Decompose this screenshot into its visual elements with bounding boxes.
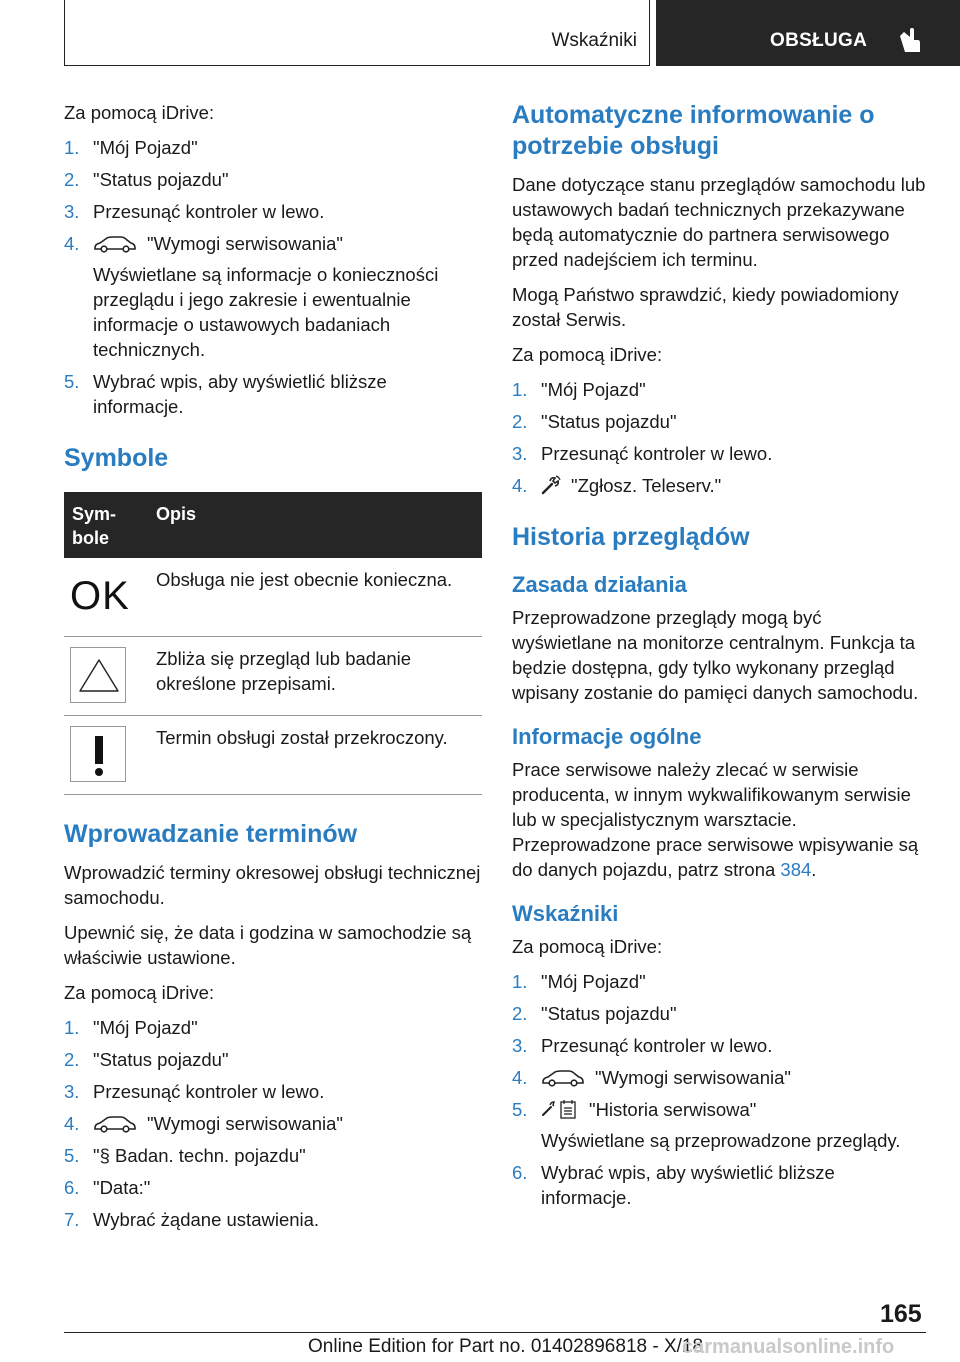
step-number: 6. [64, 1177, 80, 1198]
wrench-signal-icon [541, 475, 561, 495]
list-item [64, 1079, 482, 1104]
step-number: 2. [64, 1049, 80, 1070]
step-text: Przesunąć kontroler w lewo. [541, 1035, 773, 1056]
list-item [64, 1047, 482, 1072]
general-text: Prace serwisowe należy zlecać w serwisie producenta, w innym wykwalifikowanym serwisie lub w specjalistycznym warsztacie. Przeprowadzone prace serwisowe wpisywanie są do danych pojazdu, patrz strona [512, 759, 919, 880]
service-history-icon [541, 1099, 579, 1119]
steps-list-4 [512, 969, 926, 1210]
step-text: Przesunąć kontroler w lewo. [93, 1081, 325, 1102]
step-number: 4. [512, 475, 528, 496]
warning-triangle-icon [70, 647, 126, 703]
step-number: 6. [512, 1162, 528, 1183]
dates-intro: Za pomocą iDrive: [64, 982, 215, 1003]
hand-pointer-icon [896, 26, 922, 54]
symbol-cell [64, 637, 148, 716]
header-section-title: Wskaźniki [551, 30, 637, 51]
step-text: "Wymogi serwisowania" [595, 1067, 791, 1088]
footer-edition-text: Online Edition for Part no. 01402896818 - X/18 [308, 1336, 704, 1357]
table-header-row [64, 492, 482, 558]
table-row [64, 716, 482, 795]
left-column [64, 100, 482, 1242]
list-item [64, 1111, 482, 1136]
table-row [64, 637, 482, 716]
auto-intro: Za pomocą iDrive: [512, 344, 663, 365]
general-text-end: . [811, 859, 817, 880]
table-row [64, 558, 482, 637]
step-number: 1. [64, 137, 80, 158]
dates-heading: Wprowadzanie terminów [64, 820, 358, 848]
step-text: "Wymogi serwisowania" [147, 1113, 343, 1134]
step-number: 2. [64, 169, 80, 190]
dates-paragraph-2: Upewnić się, że data i godzina w samochodzie są właściwie ustawione. [64, 922, 472, 968]
watermark-text: carmanualsonline.info [682, 1336, 895, 1358]
step-number: 3. [64, 201, 80, 222]
auto-paragraph-1: Dane dotyczące stanu przeglądów samochodu lub ustawowych badań technicznych przekazywane będą automatycznie do partnera serwisowego przed nadejściem ich terminu. [512, 174, 926, 270]
header-frame [64, 0, 650, 66]
step-text: "Mój Pojazd" [541, 379, 646, 400]
car-service-icon [93, 1115, 137, 1133]
list-item [512, 377, 926, 402]
list-item [512, 409, 926, 434]
auto-info-heading: Automatyczne informowanie o potrzebie obsługi [512, 101, 875, 160]
car-service-icon [93, 235, 137, 253]
steps-list-3 [512, 377, 926, 498]
list-item [64, 135, 482, 160]
step-number: 3. [512, 1035, 528, 1056]
list-item [512, 473, 926, 498]
step-text: "Status pojazdu" [541, 1003, 677, 1024]
step-text: "Status pojazdu" [541, 411, 677, 432]
steps-list-2 [64, 1015, 482, 1232]
general-info-heading: Informacje ogólne [512, 724, 702, 749]
step-text: Wybrać wpis, aby wyświetlić bliższe informacje. [93, 371, 387, 417]
car-service-icon [541, 1069, 585, 1087]
step-number: 7. [64, 1209, 80, 1230]
step-text: "Mój Pojazd" [93, 137, 198, 158]
right-column [512, 100, 926, 1220]
step-text: "Data:" [93, 1177, 151, 1198]
step-number: 3. [64, 1081, 80, 1102]
step-text: "§ Badan. techn. pojazdu" [93, 1145, 306, 1166]
step-text: "Zgłosz. Teleserv." [571, 475, 722, 496]
list-item [64, 369, 482, 419]
description-cell: Obsługa nie jest obecnie konieczna. [148, 558, 482, 637]
description-cell: Termin obsługi został przekroczony. [148, 716, 482, 795]
list-item [512, 1065, 926, 1090]
principle-heading: Zasada działania [512, 572, 687, 597]
step-number: 5. [64, 1145, 80, 1166]
indicators-intro: Za pomocą iDrive: [512, 936, 663, 957]
table-header-description: Opis [148, 492, 482, 558]
step-text: "Mój Pojazd" [541, 971, 646, 992]
step-number: 4. [64, 233, 80, 254]
step-note: Wyświetlane są przeprowadzone przeglądy. [541, 1130, 901, 1151]
header-chapter-tab[interactable] [656, 0, 960, 66]
description-cell: Zbliża się przegląd lub badanie określone przepisami. [148, 637, 482, 716]
step-text: Przesunąć kontroler w lewo. [541, 443, 773, 464]
general-paragraph [512, 757, 926, 882]
list-item [64, 1175, 482, 1200]
indicators-heading: Wskaźniki [512, 901, 619, 926]
list-item [512, 1033, 926, 1058]
step-number: 2. [512, 411, 528, 432]
list-item [512, 1160, 926, 1210]
step-number: 2. [512, 1003, 528, 1024]
symbol-cell [64, 716, 148, 795]
step-number: 1. [64, 1017, 80, 1038]
list-item [512, 1097, 926, 1153]
history-heading: Historia przeglądów [512, 523, 750, 551]
step-text: Wybrać wpis, aby wyświetlić bliższe informacje. [541, 1162, 835, 1208]
dates-paragraph-1: Wprowadzić terminy okresowej obsługi technicznej samochodu. [64, 862, 481, 908]
step-number: 4. [64, 1113, 80, 1134]
intro-text: Za pomocą iDrive: [64, 102, 215, 123]
step-text: "Status pojazdu" [93, 1049, 229, 1070]
footer-divider [64, 1332, 926, 1333]
header-chapter-label: OBSŁUGA [770, 30, 868, 51]
ok-symbol: OK [70, 574, 130, 618]
table-header-symbols: Sym-bole [64, 492, 148, 558]
step-text: "Wymogi serwisowania" [147, 233, 343, 254]
list-item [64, 1143, 482, 1168]
list-item [64, 199, 482, 224]
list-item [512, 969, 926, 994]
symbols-heading: Symbole [64, 444, 169, 472]
list-item [64, 1207, 482, 1232]
step-number: 4. [512, 1067, 528, 1088]
step-text: "Status pojazdu" [93, 169, 229, 190]
step-number: 1. [512, 971, 528, 992]
step-number: 3. [512, 443, 528, 464]
list-item [512, 441, 926, 466]
step-number: 5. [512, 1099, 528, 1120]
step-text: "Historia serwisowa" [589, 1099, 757, 1120]
step-text: "Mój Pojazd" [93, 1017, 198, 1038]
step-number: 5. [64, 371, 80, 392]
step-text: Wybrać żądane ustawienia. [93, 1209, 320, 1230]
step-text: Przesunąć kontroler w lewo. [93, 201, 325, 222]
page-reference-link[interactable]: 384 [780, 859, 812, 880]
list-item [512, 1001, 926, 1026]
exclamation-icon [70, 726, 126, 782]
symbol-cell [64, 558, 148, 637]
step-note: Wyświetlane są informacje o konieczności przeglądu i jego zakresie i ewentualnie informacje o ustawowych badaniach technicznych. [93, 264, 439, 360]
steps-list-1 [64, 135, 482, 419]
auto-paragraph-2: Mogą Państwo sprawdzić, kiedy powiadomiony został Serwis. [512, 284, 899, 330]
page-number: 165 [880, 1300, 922, 1328]
list-item [64, 1015, 482, 1040]
principle-paragraph: Przeprowadzone przeglądy mogą być wyświetlane na monitorze centralnym. Funkcja ta będzie dostępna, gdy tylko wykonany przegląd wpisany zostanie do pamięci danych samochodu. [512, 607, 919, 703]
list-item [64, 231, 482, 362]
step-number: 1. [512, 379, 528, 400]
symbols-table [64, 492, 482, 795]
list-item [64, 167, 482, 192]
